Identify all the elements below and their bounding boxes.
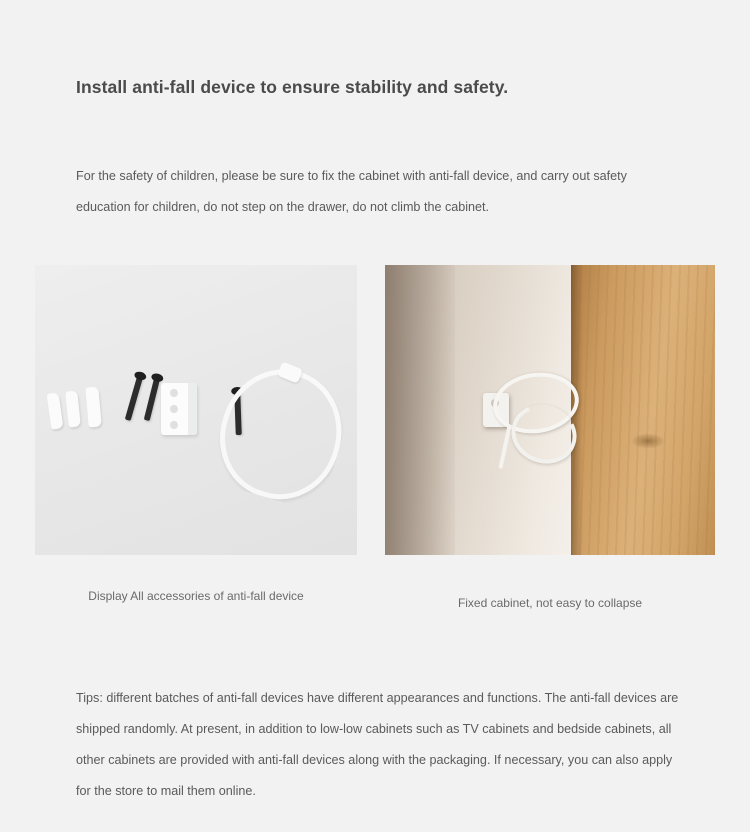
tips-paragraph: Tips: different batches of anti-fall devices have different appearances and functions. The anti-fall devices are shipped randomly. At present, in addition to low-low cabinets such as TV cabinets and bedside cabinets, all other cabinets are provided with anti-fall devices along with the packaging. If necessary, you can also apply for the store to mail them online. bbox=[76, 690, 679, 798]
bracket-hole-icon bbox=[170, 405, 178, 413]
figure-caption: Display All accessories of anti-fall device bbox=[88, 589, 304, 603]
wood-knot bbox=[631, 433, 665, 449]
accessories-photo bbox=[35, 265, 357, 555]
figure-caption: Fixed cabinet, not easy to collapse bbox=[457, 596, 643, 610]
bracket-hole-icon bbox=[170, 389, 178, 397]
wall-shadow bbox=[385, 265, 455, 555]
figure-row bbox=[0, 265, 750, 557]
metal-bracket-icon bbox=[161, 383, 197, 435]
installed-photo bbox=[385, 265, 715, 555]
page-title: Install anti-fall device to ensure stability and safety. bbox=[76, 76, 509, 97]
wood-panel bbox=[571, 265, 715, 555]
bracket-edge bbox=[188, 383, 197, 435]
bracket-hole-icon bbox=[170, 421, 178, 429]
intro-paragraph: For the safety of children, please be sure to fix the cabinet with anti-fall device, and carry out safety education for children, do not step on the drawer, do not climb the cabinet. bbox=[76, 168, 627, 214]
